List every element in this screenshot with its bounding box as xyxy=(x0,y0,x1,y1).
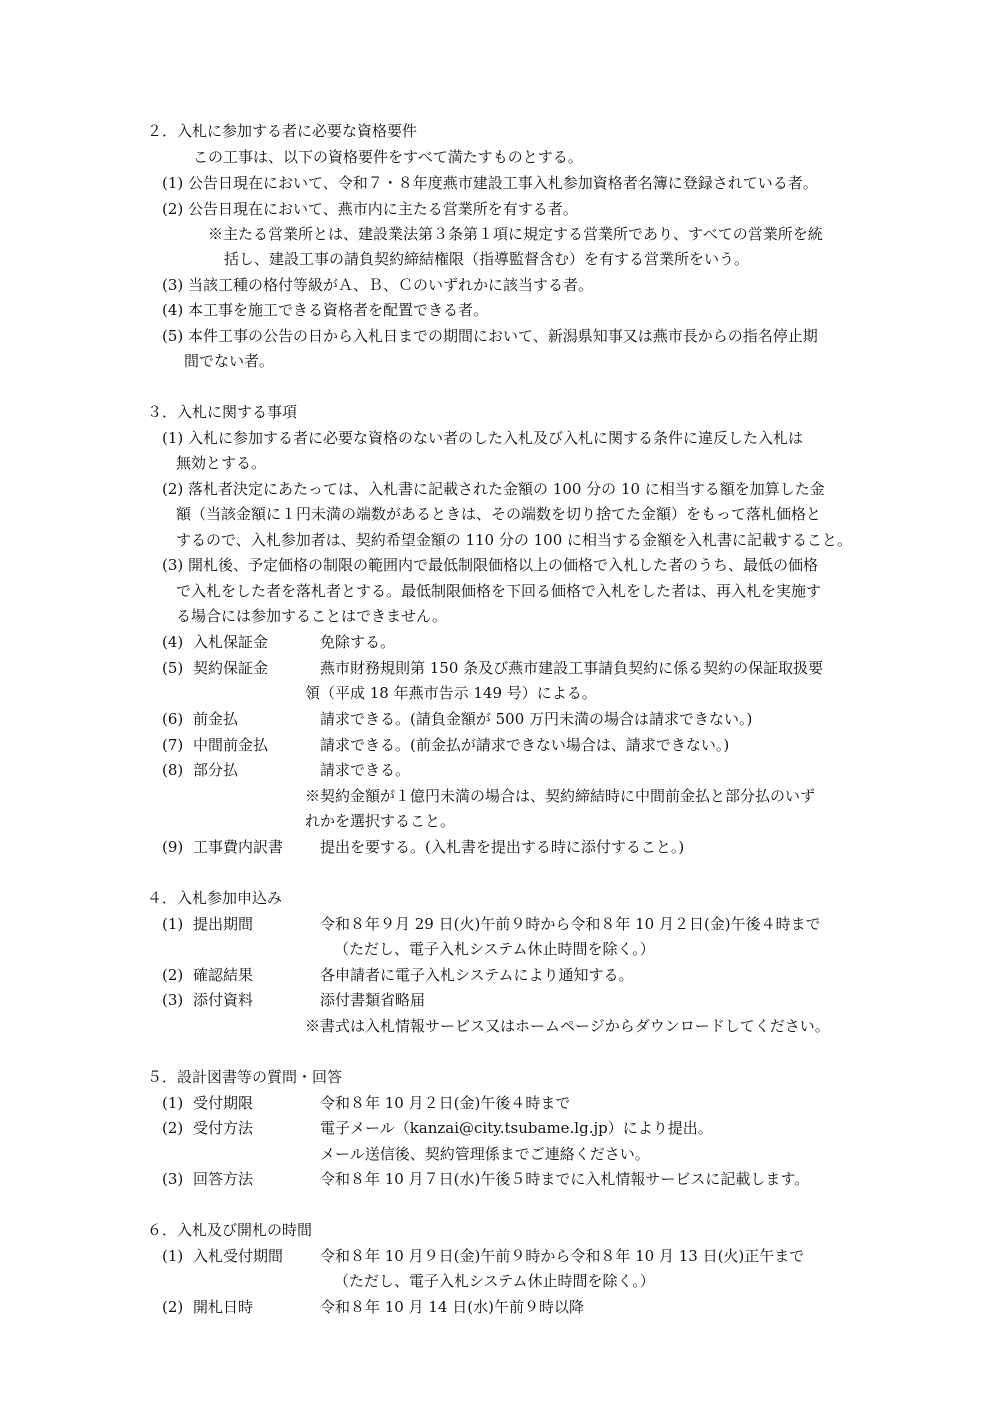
section-2-heading: ２．入札に参加する者に必要な資格要件 xyxy=(147,122,418,140)
section-3-row-9-number: (9) xyxy=(162,838,184,856)
section-5-row-2-number: (2) xyxy=(162,1119,184,1137)
section-2-item-3: (3) 当該工種の格付等級がＡ、Ｂ、Ｃのいずれかに該当する者。 xyxy=(162,276,594,294)
section-4-row-1-number: (1) xyxy=(162,915,184,933)
section-3-item-2-cont-1: 額（当該金額に１円未満の端数があるときは、その端数を切り捨てた金額）をもって落札価格と xyxy=(176,505,822,523)
section-6-row-1-label: 入札受付期間 xyxy=(193,1247,284,1265)
section-3-row-5-label: 契約保証金 xyxy=(193,659,269,677)
section-3-row-9-value: 提出を要する。(入札書を提出する時に添付すること。) xyxy=(320,838,685,856)
section-4-row-3-label: 添付資料 xyxy=(193,991,254,1009)
section-4-row-1-label: 提出期間 xyxy=(193,915,254,933)
section-4-heading: ４．入札参加申込み xyxy=(147,889,283,907)
section-3-item-2-cont-2: するので、入札参加者は、契約希望金額の 110 分の 100 に相当する金額を入札書に記載すること。 xyxy=(176,531,853,549)
section-4-note: ※書式は入札情報サービス又はホームページからダウンロードしてください。 xyxy=(305,1017,830,1035)
section-3-row-6-value: 請求できる。(請負金額が 500 万円未満の場合は請求できない。) xyxy=(320,710,753,728)
section-3-heading: ３．入札に関する事項 xyxy=(147,403,298,421)
section-3-row-8-label: 部分払 xyxy=(193,761,239,779)
section-4-row-1-value: 令和８年９月 29 日(火)午前９時から令和８年 10 月２日(金)午後４時まで xyxy=(320,915,821,933)
section-2-item-4: (4) 本工事を施工できる資格者を配置できる者。 xyxy=(162,301,489,319)
section-3-row-8-value: 請求できる。 xyxy=(320,761,411,779)
section-3-row-7-value: 請求できる。(前金払が請求できない場合は、請求できない。) xyxy=(320,736,730,754)
section-2-item-2-note-cont: 括し、建設工事の請負契約締結権限（指導監督含む）を有する営業所をいう。 xyxy=(224,250,750,268)
section-5-row-3-label: 回答方法 xyxy=(193,1170,254,1188)
section-5-row-3-value: 令和８年 10 月７日(水)午後５時までに入札情報サービスに記載します。 xyxy=(320,1170,810,1188)
section-6-row-2-label: 開札日時 xyxy=(193,1298,254,1316)
section-4-row-3-value: 添付書類省略届 xyxy=(320,991,426,1009)
section-5-row-1-label: 受付期限 xyxy=(193,1094,254,1112)
section-6-row-2-value: 令和８年 10 月 14 日(水)午前９時以降 xyxy=(320,1298,584,1316)
section-4-row-2-value: 各申請者に電子入札システムにより通知する。 xyxy=(320,966,634,984)
section-5-row-1-value: 令和８年 10 月２日(金)午後４時まで xyxy=(320,1094,571,1112)
section-5-row-2-value: 電子メール（kanzai@city.tsubame.lg.jp）により提出。 xyxy=(320,1119,713,1137)
section-3-item-3: (3) 開札後、予定価格の制限の範囲内で最低制限価格以上の価格で入札した者のうち、最低の価格 xyxy=(162,556,819,574)
section-3-row-8-note-cont: れかを選択すること。 xyxy=(305,812,456,830)
section-4-row-3-number: (3) xyxy=(162,991,184,1009)
section-6-row-1-number: (1) xyxy=(162,1247,184,1265)
section-3-item-1-cont: 無効とする。 xyxy=(176,454,267,472)
section-3-row-7-label: 中間前金払 xyxy=(193,736,269,754)
section-3-row-4-value: 免除する。 xyxy=(320,633,396,651)
section-6-heading: ６．入札及び開札の時間 xyxy=(147,1221,313,1239)
section-2-item-5: (5) 本件工事の公告の日から入札日までの期間において、新潟県知事又は燕市長からの指名停止期 xyxy=(162,327,818,345)
section-3-row-8-number: (8) xyxy=(162,761,184,779)
section-3-row-4-label: 入札保証金 xyxy=(193,633,269,651)
section-6-row-2-number: (2) xyxy=(162,1298,184,1316)
section-3-row-7-number: (7) xyxy=(162,736,184,754)
section-4-row-2-number: (2) xyxy=(162,966,184,984)
section-2-item-2-note: ※主たる営業所とは、建設業法第３条第１項に規定する営業所であり、すべての営業所を統 xyxy=(208,225,823,243)
section-5-heading: ５．設計図書等の質問・回答 xyxy=(147,1068,343,1086)
section-4-row-1-value-cont: （ただし、電子入札システム休止時間を除く。） xyxy=(334,940,655,958)
section-5-row-2-label: 受付方法 xyxy=(193,1119,254,1137)
section-3-row-6-number: (6) xyxy=(162,710,184,728)
section-2-item-5-cont: 間でない者。 xyxy=(184,352,275,370)
section-2-intro: この工事は、以下の資格要件をすべて満たすものとする。 xyxy=(193,148,583,166)
section-4-row-2-label: 確認結果 xyxy=(193,966,254,984)
section-3-item-1: (1) 入札に参加する者に必要な資格のない者のした入札及び入札に関する条件に違反した入札は xyxy=(162,429,804,447)
section-2-item-1: (1) 公告日現在において、令和７・８年度燕市建設工事入札参加資格者名簿に登録されている者。 xyxy=(162,174,818,192)
section-6-row-1-value-cont: （ただし、電子入札システム休止時間を除く。） xyxy=(334,1272,655,1290)
section-3-item-3-cont-2: る場合には参加することはできません。 xyxy=(176,607,447,625)
section-3-item-2: (2) 落札者決定にあたっては、入札書に記載された金額の 100 分の 10 に相当する額を加算した金 xyxy=(162,480,825,498)
section-3-row-5-value: 燕市財務規則第 150 条及び燕市建設工事請負契約に係る契約の保証取扱要 xyxy=(320,659,824,677)
section-5-row-3-number: (3) xyxy=(162,1170,184,1188)
section-6-row-1-value: 令和８年 10 月９日(金)午前９時から令和８年 10 月 13 日(火)正午まで xyxy=(320,1247,805,1265)
section-3-row-9-label: 工事費内訳書 xyxy=(193,838,284,856)
section-3-row-5-value-cont: 領（平成 18 年燕市告示 149 号）による。 xyxy=(305,684,597,702)
section-3-row-6-label: 前金払 xyxy=(193,710,239,728)
section-2-item-2: (2) 公告日現在において、燕市内に主たる営業所を有する者。 xyxy=(162,200,578,218)
section-5-row-1-number: (1) xyxy=(162,1094,184,1112)
section-3-item-3-cont-1: で入札をした者を落札者とする。最低制限価格を下回る価格で入札をした者は、再入札を実施す xyxy=(176,582,822,600)
section-5-row-2-value-cont: メール送信後、契約管理係までご連絡ください。 xyxy=(320,1145,650,1163)
section-3-row-8-note: ※契約金額が１億円未満の場合は、契約締結時に中間前金払と部分払のいず xyxy=(305,787,816,805)
section-3-row-4-number: (4) xyxy=(162,633,184,651)
section-3-row-5-number: (5) xyxy=(162,659,184,677)
